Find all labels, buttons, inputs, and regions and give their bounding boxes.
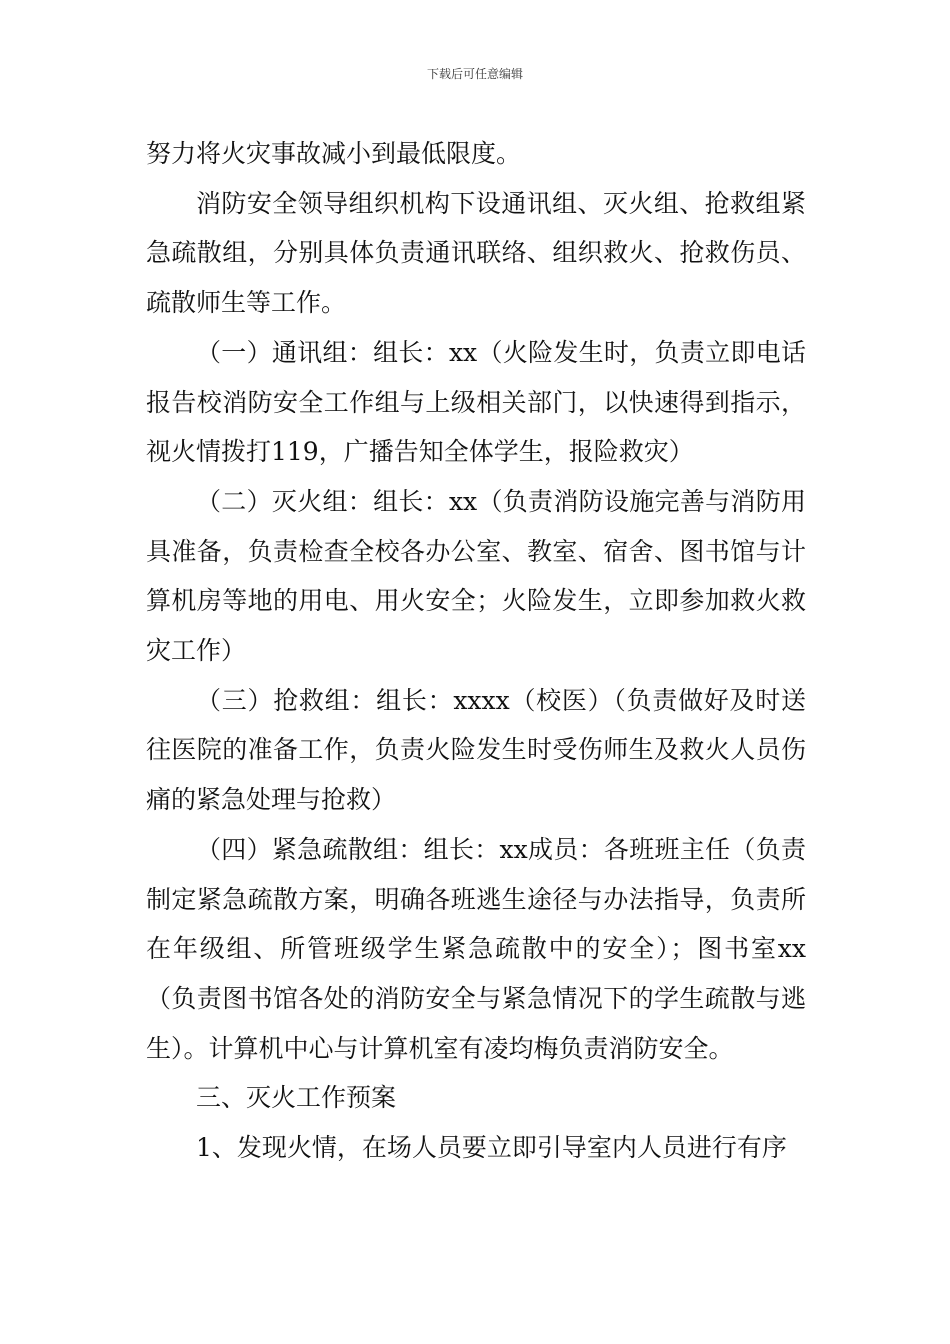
- paragraph-evacuation-group: （四）紧急疏散组：组长：xx成员：各班班主任（负责制定紧急疏散方案，明确各班逃生途径与办法指导，负责所在年级组、所管班级学生紧急疏散中的安全）；图书室xx（负责图书馆各处的消防安全与紧急情况下的学生疏散与逃生）。计算机中心与计算机室有凌均梅负责消防安全。: [146, 834, 806, 1063]
- section-heading: 三、灭火工作预案: [196, 1083, 397, 1113]
- paragraph-step-1: 1、发现火情，在场人员要立即引导室内人员进行有序: [196, 1133, 787, 1163]
- document-body: [146, 129, 806, 1173]
- paragraph-continuation: 努力将火灾事故减小到最低限度。: [146, 139, 522, 168]
- paragraph-firefighting-group: （二）灭火组：组长：xx（负责消防设施完善与消防用具准备，负责检查全校各办公室、教室、宿舍、图书馆与计算机房等地的用电、用火安全；火险发生，立即参加救火救灾工作）: [146, 486, 806, 666]
- paragraph-communication-group: （一）通讯组：组长：xx（火险发生时，负责立即电话报告校消防安全工作组与上级相关部门，以快速得到指示，视火情拨打119，广播告知全体学生，报险救灾）: [146, 337, 806, 467]
- paragraph-organization: 消防安全领导组织机构下设通讯组、灭火组、抢救组紧急疏散组，分别具体负责通讯联络、组织救火、抢救伤员、疏散师生等工作。: [146, 188, 806, 318]
- paragraph-rescue-group: （三）抢救组：组长：xxxx（校医）（负责做好及时送往医院的准备工作，负责火险发生时受伤师生及救火人员伤痛的紧急处理与抢救）: [146, 685, 806, 815]
- page-header-note: 下载后可任意编辑: [426, 67, 523, 81]
